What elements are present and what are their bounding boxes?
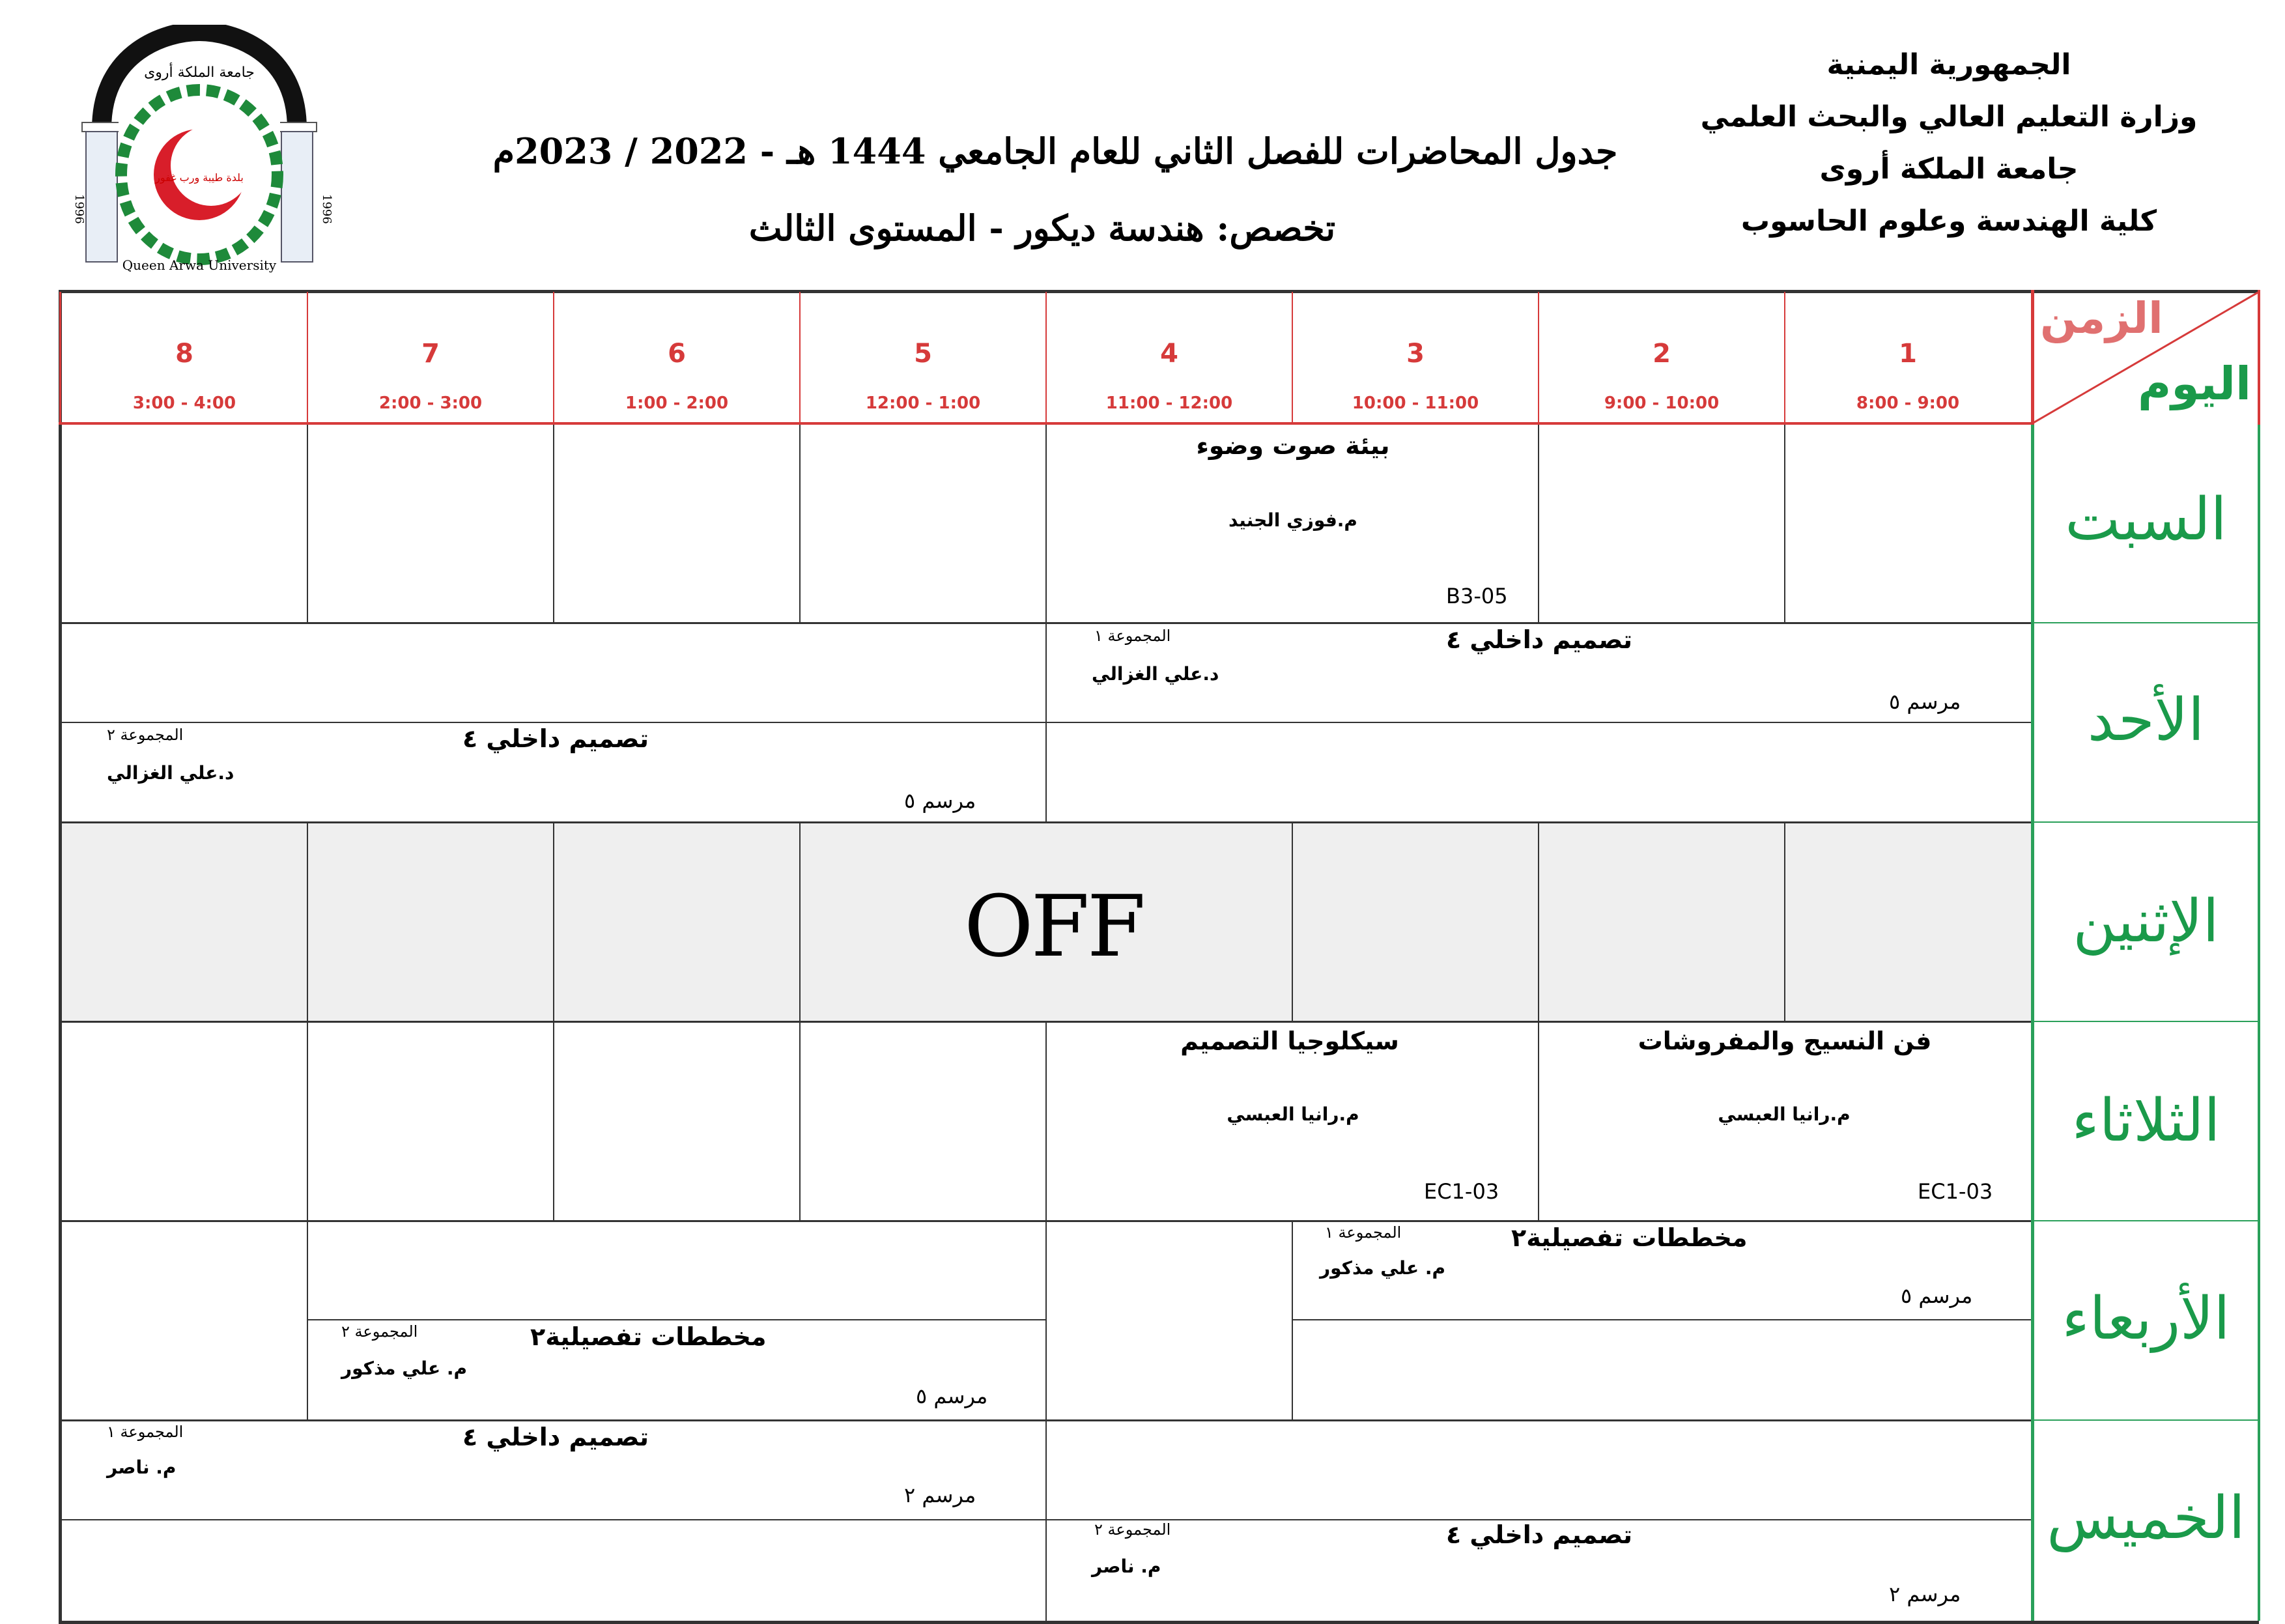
header-col-divider xyxy=(799,292,801,422)
day-sunday: الأحد xyxy=(2087,686,2205,754)
session-subject-thu1: تصميم داخلي ٤ xyxy=(462,1423,649,1451)
session-instructor-sat: م.فوزي الجنيد xyxy=(1228,509,1357,531)
day-monday: الإثنين xyxy=(2073,887,2219,956)
period-number: 5 xyxy=(914,339,932,369)
session-room-sun1: مرسم ٥ xyxy=(1889,689,1961,714)
col-divider xyxy=(799,823,801,1021)
col-divider xyxy=(307,1222,308,1419)
period-header-8 xyxy=(61,293,307,413)
period-time: 10:00 - 11:00 xyxy=(1352,393,1479,413)
session-room-sun2: مرسم ٥ xyxy=(904,788,976,813)
period-header-3 xyxy=(1292,293,1539,413)
period-header-4 xyxy=(1046,293,1292,413)
session-subject-wed2: مخططات تفصيلية٢ xyxy=(530,1322,767,1351)
session-subject-sun1: تصميم داخلي ٤ xyxy=(1446,625,1633,654)
session-group-thu1: المجموعة ١ xyxy=(107,1423,184,1441)
session-instructor-sun1: د.علي الغزالي xyxy=(1092,663,1219,685)
header-col-divider xyxy=(553,292,554,422)
day-thursday: الخميس xyxy=(2047,1484,2245,1552)
session-subject-wed1: مخططات تفصيلية٢ xyxy=(1511,1223,1748,1252)
col-divider xyxy=(307,1023,308,1220)
col-divider xyxy=(553,425,554,622)
period-time: 1:00 - 2:00 xyxy=(625,393,729,413)
day-divider xyxy=(2034,821,2258,823)
session-room-thu2: مرسم ٢ xyxy=(1889,1582,1961,1606)
session-room-sat: B3-05 xyxy=(1446,584,1508,608)
day-divider xyxy=(2034,1220,2258,1221)
session-instructor-thu2: م. ناصر xyxy=(1092,1556,1161,1577)
session-group-sun1: المجموعة ١ xyxy=(1094,627,1171,645)
day-divider xyxy=(2034,1419,2258,1421)
period-number: 1 xyxy=(1899,339,1917,369)
row-divider xyxy=(60,821,2031,823)
period-number: 6 xyxy=(668,339,686,369)
period-header-1 xyxy=(1785,293,2031,413)
session-room-wed2: مرسم ٥ xyxy=(916,1384,988,1408)
corner-time-label: الزمن xyxy=(2040,293,2163,343)
session-group-sun2: المجموعة ٢ xyxy=(107,726,184,744)
header-left-border xyxy=(59,292,61,425)
col-divider xyxy=(1045,624,1047,821)
period-header-5 xyxy=(800,293,1046,413)
header-bottom-line xyxy=(59,422,2031,425)
day-divider xyxy=(2034,622,2258,623)
period-time: 9:00 - 10:00 xyxy=(1604,393,1720,413)
logo-english-name: Queen Arwa University xyxy=(122,257,277,273)
table-bottom-border xyxy=(59,1621,2259,1624)
university-name: جامعة الملكة أروى xyxy=(1819,152,2079,186)
session-group-wed2: المجموعة ٢ xyxy=(341,1322,418,1341)
schedule-subtitle: تخصص: هندسة ديكور - المستوى الثالث xyxy=(748,207,1336,249)
session-instructor-tue2: م.رانيا العبسي xyxy=(1227,1104,1359,1125)
day-saturday: السبت xyxy=(2065,485,2227,554)
col-divider xyxy=(553,1023,554,1220)
period-number: 4 xyxy=(1160,339,1178,369)
header-col-divider xyxy=(1784,292,1785,422)
session-instructor-tue1: م.رانيا العبسي xyxy=(1718,1104,1851,1125)
col-divider xyxy=(1045,1421,1047,1621)
col-divider xyxy=(307,823,308,1021)
period-header-7 xyxy=(307,293,554,413)
period-number: 2 xyxy=(1653,339,1671,369)
day-divider xyxy=(2034,1021,2258,1022)
day-column-right-border xyxy=(2258,425,2260,1621)
col-divider xyxy=(1538,823,1539,1021)
col-divider xyxy=(1045,1023,1047,1220)
period-number: 8 xyxy=(175,339,193,369)
session-instructor-thu1: م. ناصر xyxy=(107,1457,177,1478)
session-instructor-wed1: م. علي مذكور xyxy=(1320,1257,1446,1279)
session-instructor-wed2: م. علي مذكور xyxy=(341,1358,468,1379)
session-room-thu1: مرسم ٢ xyxy=(904,1483,976,1507)
header-col-divider xyxy=(1292,292,1293,422)
col-divider xyxy=(799,425,801,622)
col-divider xyxy=(1538,425,1539,622)
header-col-divider xyxy=(1045,292,1047,422)
col-divider xyxy=(1292,1222,1293,1419)
col-divider xyxy=(553,823,554,1021)
college-name: كلية الهندسة وعلوم الحاسوب xyxy=(1740,205,2157,238)
session-group-thu2: المجموعة ٢ xyxy=(1094,1520,1171,1539)
period-time: 12:00 - 1:00 xyxy=(865,393,981,413)
republic-name: الجمهورية اليمنية xyxy=(1826,48,2071,81)
session-subject-tue2: سيكلوجيا التصميم xyxy=(1180,1027,1399,1055)
col-divider xyxy=(307,425,308,622)
period-time: 3:00 - 4:00 xyxy=(132,393,236,413)
period-number: 3 xyxy=(1406,339,1425,369)
period-header-2 xyxy=(1539,293,1785,413)
logo-year-left: 1996 xyxy=(72,194,86,224)
logo-year-right: 1996 xyxy=(320,194,334,224)
day-tuesday: الثلاثاء xyxy=(2071,1087,2221,1155)
session-room-wed1: مرسم ٥ xyxy=(1901,1283,1973,1308)
col-divider xyxy=(1045,425,1047,622)
institution-header xyxy=(1675,39,2222,248)
col-divider xyxy=(1784,823,1785,1021)
half-row-divider xyxy=(1292,1319,2031,1320)
table-left-border xyxy=(59,290,62,1624)
session-room-tue2: EC1-03 xyxy=(1424,1179,1499,1204)
day-wednesday: الأربعاء xyxy=(2062,1285,2230,1353)
period-time: 2:00 - 3:00 xyxy=(378,393,483,413)
header-col-divider xyxy=(307,292,308,422)
corner-cell xyxy=(2032,292,2259,423)
session-subject-tue1: فن النسيج والمفروشات xyxy=(1638,1027,1932,1055)
day-column-left-border xyxy=(2031,425,2034,1621)
session-subject-sat: بيئة صوت وضوء xyxy=(1196,431,1390,460)
session-subject-sun2: تصميم داخلي ٤ xyxy=(462,724,649,753)
header-col-divider xyxy=(1538,292,1539,422)
session-subject-thu2: تصميم داخلي ٤ xyxy=(1446,1520,1633,1549)
monday-off-label: OFF xyxy=(964,877,1143,976)
col-divider xyxy=(1538,1023,1539,1220)
session-group-wed1: المجموعة ١ xyxy=(1325,1223,1402,1242)
session-room-tue1: EC1-03 xyxy=(1918,1179,1993,1204)
period-header-6 xyxy=(554,293,800,413)
col-divider xyxy=(1784,425,1785,622)
corner-day-label: اليوم xyxy=(2137,357,2251,410)
period-number: 7 xyxy=(421,339,440,369)
schedule-title: جدول المحاضرات للفصل الثاني للعام الجامعي 1444 هـ - 2022 / 2023م xyxy=(492,130,1618,172)
university-logo xyxy=(63,25,336,285)
half-row-divider xyxy=(307,1319,1046,1320)
period-time: 8:00 - 9:00 xyxy=(1856,393,1960,413)
col-divider xyxy=(1292,823,1293,1021)
logo-motto: بلدة طيبة ورب غفور xyxy=(155,171,244,184)
col-divider xyxy=(799,1023,801,1220)
ministry-name: وزارة التعليم العالي والبحث العلمي xyxy=(1700,100,2198,134)
col-divider xyxy=(1045,1222,1047,1419)
logo-top-text: جامعة الملكة أروى xyxy=(144,64,255,81)
session-instructor-sun2: د.علي الغزالي xyxy=(107,762,234,784)
period-time: 11:00 - 12:00 xyxy=(1105,393,1233,413)
